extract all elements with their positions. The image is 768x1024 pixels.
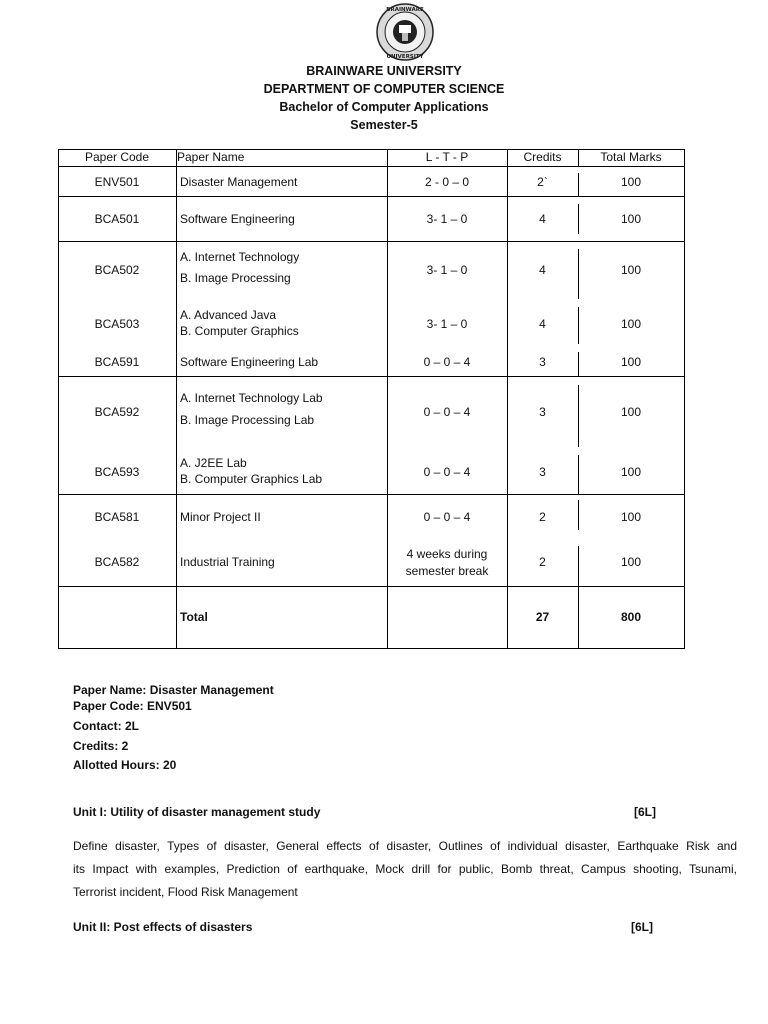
marks-value: 100 <box>620 175 642 189</box>
paper-name-option-a: A. Advanced Java <box>180 308 277 322</box>
paper-code: BCA501 <box>94 212 140 226</box>
ltp-value-line-1: 4 weeks during <box>406 547 488 561</box>
credits-value: 2` <box>537 175 548 189</box>
paper-code: BCA582 <box>94 555 140 569</box>
university-name: BRAINWARE UNIVERSITY <box>306 64 462 78</box>
ltp-value-line-2: semester break <box>405 564 489 578</box>
ltp-value: 3- 1 – 0 <box>426 212 468 226</box>
ltp-value: 0 – 0 – 4 <box>423 355 471 369</box>
credits-value: 4 <box>539 212 546 226</box>
paper-info-name: Paper Name: Disaster Management <box>73 683 274 697</box>
paper-code: BCA592 <box>94 405 140 419</box>
col-header-code: Paper Code <box>84 150 150 164</box>
ltp-value: 3- 1 – 0 <box>426 263 468 277</box>
unit-hours: [6L] <box>634 805 656 819</box>
paper-name-option-a: A. Internet Technology Lab <box>180 391 323 405</box>
paper-name-option-a: A. J2EE Lab <box>180 456 247 470</box>
marks-value: 100 <box>620 555 642 569</box>
paper-code: BCA581 <box>94 510 140 524</box>
paper-name: Minor Project II <box>180 510 261 524</box>
marks-value: 100 <box>620 263 642 277</box>
ltp-value: 3- 1 – 0 <box>426 317 468 331</box>
paper-code: ENV501 <box>94 175 140 189</box>
unit-description-line: Define disaster, Types of disaster, General effects of disaster, Outlines of individual disaster, Earthquake Risk and <box>73 839 737 853</box>
program-name: Bachelor of Computer Applications <box>279 100 489 114</box>
unit-title: Unit II: Post effects of disasters <box>73 920 253 934</box>
svg-text:BRAINWARE: BRAINWARE <box>386 7 424 13</box>
unit-title: Unit I: Utility of disaster management study <box>73 805 321 819</box>
credits-value: 4 <box>539 263 546 277</box>
paper-info-credits: Credits: 2 <box>73 739 129 753</box>
paper-name: Industrial Training <box>180 555 275 569</box>
credits-value: 2 <box>539 510 546 524</box>
paper-name: Disaster Management <box>180 175 298 189</box>
unit-description <box>73 835 737 904</box>
col-header-credits: Credits <box>523 150 562 164</box>
ltp-value: 0 – 0 – 4 <box>423 510 471 524</box>
paper-code: BCA591 <box>94 355 140 369</box>
marks-value: 100 <box>620 212 642 226</box>
university-logo <box>373 3 437 61</box>
paper-info-contact: Contact: 2L <box>73 719 139 733</box>
col-header-marks: Total Marks <box>600 150 662 164</box>
credits-value: 3 <box>539 355 546 369</box>
paper-info-code: Paper Code: ENV501 <box>73 699 192 713</box>
total-credits: 27 <box>535 610 550 624</box>
paper-code: BCA593 <box>94 465 140 479</box>
credits-value: 4 <box>539 317 546 331</box>
ltp-value: 0 – 0 – 4 <box>423 405 471 419</box>
paper-code: BCA502 <box>94 263 140 277</box>
marks-value: 100 <box>620 510 642 524</box>
marks-value: 100 <box>620 465 642 479</box>
paper-name-option-b: B. Image Processing <box>180 271 291 285</box>
col-header-ltp: L - T - P <box>425 150 469 164</box>
paper-code: BCA503 <box>94 317 140 331</box>
ltp-value: 2 - 0 – 0 <box>424 175 470 189</box>
marks-value: 100 <box>620 405 642 419</box>
ltp-value: 0 – 0 – 4 <box>423 465 471 479</box>
paper-name-option-b: B. Computer Graphics <box>180 324 299 338</box>
credits-value: 3 <box>539 465 546 479</box>
credits-value: 2 <box>539 555 546 569</box>
paper-name: Software Engineering <box>180 212 295 226</box>
svg-text:UNIVERSITY: UNIVERSITY <box>386 54 424 60</box>
total-label: Total <box>180 610 208 624</box>
paper-name-option-b: B. Image Processing Lab <box>180 413 315 427</box>
semester-label: Semester-5 <box>350 118 418 132</box>
paper-info-hours: Allotted Hours: 20 <box>73 758 177 772</box>
col-header-name: Paper Name <box>177 150 245 164</box>
total-marks: 800 <box>620 610 642 624</box>
marks-value: 100 <box>620 355 642 369</box>
department-name: DEPARTMENT OF COMPUTER SCIENCE <box>263 82 505 96</box>
unit-hours: [6L] <box>631 920 653 934</box>
unit-description-line: Terrorist incident, Flood Risk Management <box>73 885 298 899</box>
marks-value: 100 <box>620 317 642 331</box>
paper-name-option-a: A. Internet Technology <box>180 250 300 264</box>
paper-name-option-b: B. Computer Graphics Lab <box>180 472 323 486</box>
unit-description-line: its Impact with examples, Prediction of earthquake, Mock drill for public, Bomb threat, Campus shooting, Tsunami, <box>73 862 737 876</box>
paper-name: Software Engineering Lab <box>180 355 319 369</box>
credits-value: 3 <box>539 405 546 419</box>
